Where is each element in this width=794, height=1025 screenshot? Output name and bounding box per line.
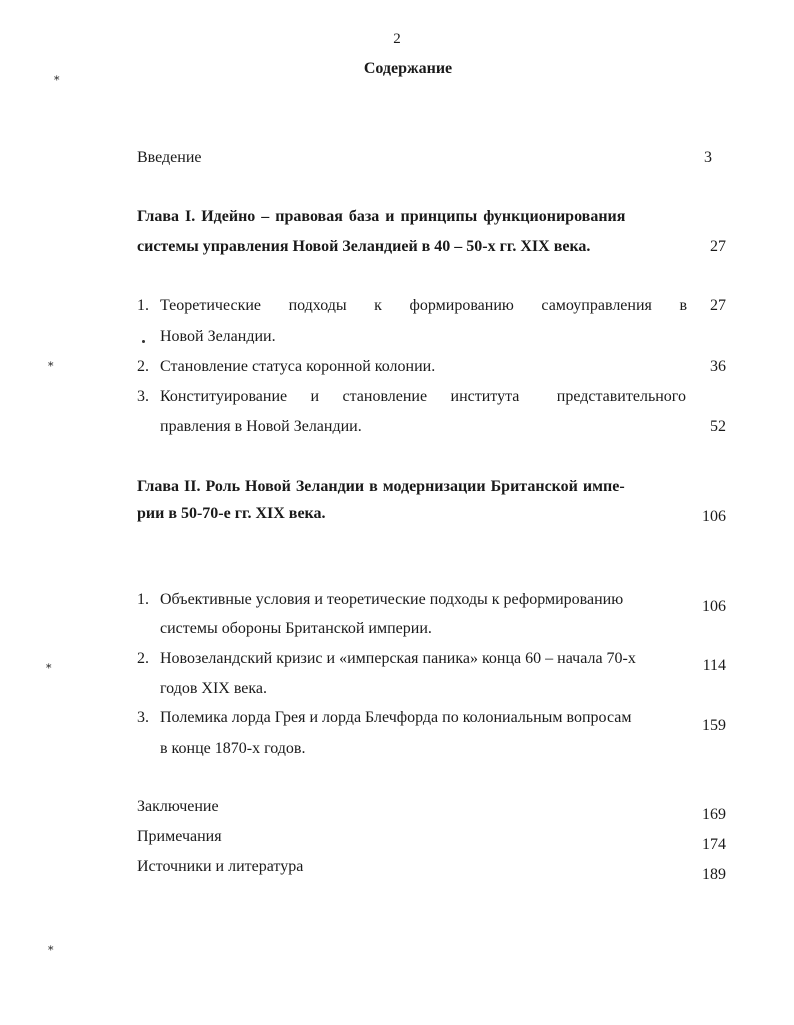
word: формированию (409, 297, 514, 314)
toc-sources-page: 189 (702, 866, 726, 883)
scan-mark: ⁎ (48, 941, 54, 953)
word: Теоретические (160, 297, 262, 314)
chapter1-heading-text1: Глава I. Идейно – правовая база и принципы функционирования (137, 208, 626, 225)
word: представительного (556, 388, 686, 405)
chapter2-item1-line1: Объективные условия и теоретические подходы к реформированию (160, 591, 624, 608)
word: становление (342, 388, 428, 405)
chapter2-item2-line1: Новозеландский кризис и «имперская паника» конца 60 – начала 70-х (160, 650, 636, 667)
chapter2-page: 106 (702, 508, 726, 525)
word: и (310, 388, 320, 405)
scan-mark: ⁎ (46, 659, 52, 671)
chapter1-item2-line1: Становление статуса коронной колонии. (160, 358, 436, 375)
word: института (450, 388, 520, 405)
toc-conclusion-page: 169 (702, 806, 726, 823)
toc-intro-label: Введение (137, 149, 202, 166)
chapter2-item1-line2: системы обороны Британской империи. (160, 620, 432, 637)
page-title: Содержание (363, 60, 453, 77)
chapter2-item3-line1: Полемика лорда Грея и лорда Блечфорда по колониальным вопросам (160, 709, 632, 726)
chapter2-heading-line2: рии в 50-70-е гг. XIX века. (137, 505, 326, 522)
chapter2-item2-line2: годов XIX века. (160, 680, 268, 697)
chapter1-item1-line1 (160, 297, 687, 315)
chapter1-heading-line1 (137, 208, 686, 226)
word: самоуправления (541, 297, 652, 314)
page-number: 2 (393, 31, 401, 47)
toc-conclusion-label: Заключение (137, 798, 219, 815)
chapter1-item1-line2: Новой Зеландии. (160, 328, 276, 345)
word: к (374, 297, 382, 314)
scan-dot (142, 340, 145, 343)
toc-intro-page: 3 (704, 149, 712, 166)
scan-mark: ⁎ (54, 71, 60, 83)
chapter1-item1-number: 1. (137, 297, 149, 314)
chapter1-item2-number: 2. (137, 358, 149, 375)
word: Конституирование (160, 388, 288, 405)
toc-notes-label: Примечания (137, 828, 222, 845)
chapter1-item1-page: 27 (710, 297, 726, 314)
chapter1-heading-line2: системы управления Новой Зеландией в 40 – 50-х гг. XIX века. (137, 238, 591, 255)
chapter2-item3-line2: в конце 1870-х годов. (160, 740, 306, 757)
chapter2-heading-line1: Глава II. Роль Новой Зеландии в модернизации Британской импе- (137, 478, 625, 495)
chapter1-item3-page: 52 (710, 418, 726, 435)
chapter2-item2-number: 2. (137, 650, 149, 667)
scan-mark: ⁎ (48, 357, 54, 369)
chapter1-page: 27 (710, 238, 726, 255)
chapter1-item3-line2: правления в Новой Зеландии. (160, 418, 362, 435)
word: подходы (288, 297, 347, 314)
toc-notes-page: 174 (702, 836, 726, 853)
chapter2-item3-number: 3. (137, 709, 149, 726)
chapter1-item2-page: 36 (710, 358, 726, 375)
chapter2-item3-page: 159 (702, 717, 726, 734)
word: в (679, 297, 687, 314)
chapter2-item1-number: 1. (137, 591, 149, 608)
chapter2-item2-page: 114 (702, 657, 726, 674)
chapter1-item3-line1 (160, 388, 686, 406)
toc-sources-label: Источники и литература (137, 858, 304, 875)
chapter2-item1-page: 106 (702, 598, 726, 615)
chapter1-item3-number: 3. (137, 388, 149, 405)
